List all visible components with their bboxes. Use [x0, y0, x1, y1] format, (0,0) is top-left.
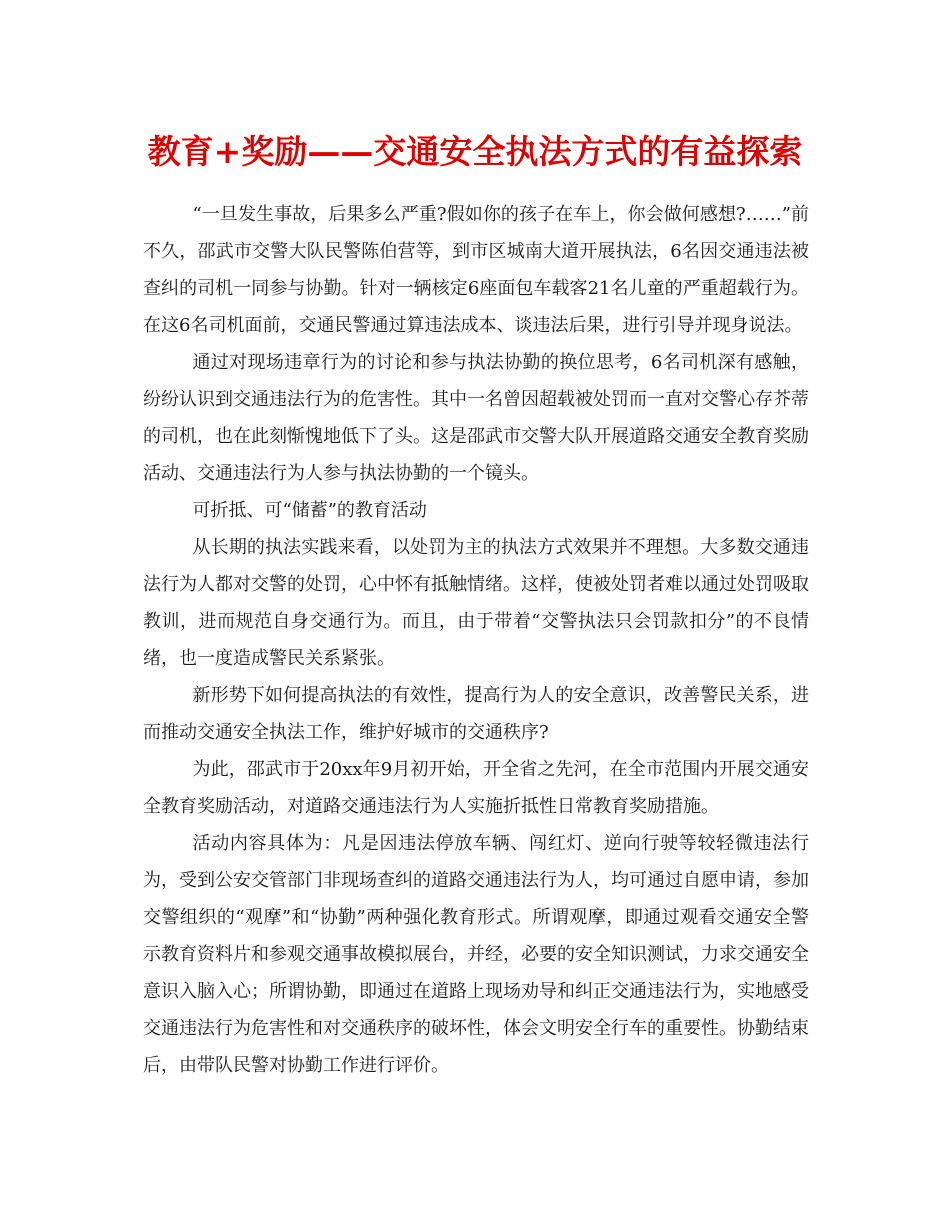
paragraph: 通过对现场违章行为的讨论和参与执法协勤的换位思考，6名司机深有感触，纷纷认识到交通违法行为的危害性。其中一名曾因超载被处罚而一直对交警心存芥蒂的司机，也在此刻惭愧地低下了头。这是邵武市交警大队开展道路交通安全教育奖励活动、交通违法行为人参与执法协勤的一个镜头。 [143, 352, 809, 484]
document-body [143, 196, 809, 1084]
paragraph: 从长期的执法实践来看，以处罚为主的执法方式效果并不理想。大多数交通违法行为人都对交警的处罚，心中怀有抵触情绪。这样，使被处罚者难以通过处罚吸取教训，进而规范自身交通行为。而且，由于带着“交警执法只会罚款扣分”的不良情绪，也一度造成警民关系紧张。 [143, 537, 809, 669]
paragraph: 新形势下如何提高执法的有效性，提高行为人的安全意识，改善警民关系，进而推动交通安全执法工作，维护好城市的交通秩序? [143, 685, 809, 743]
document-title: 教育+奖励——交通安全执法方式的有益探索 [147, 132, 803, 171]
paragraph: 为此，邵武市于20xx年9月初开始，开全省之先河，在全市范围内开展交通安全教育奖励活动，对道路交通违法行为人实施折抵性日常教育奖励措施。 [143, 759, 809, 817]
section-heading: 可折抵、可“储蓄”的教育活动 [192, 500, 427, 521]
paragraph: 活动内容具体为：凡是因违法停放车辆、闯红灯、逆向行驶等较轻微违法行为，受到公安交管部门非现场查纠的道路交通违法行为人，均可通过自愿申请，参加交警组织的“观摩”和“协勤”两种强化教育形式。所谓观摩，即通过观看交通安全警示教育资料片和参观交通事故模拟展台，并经，必要的安全知识测试，力求交通安全意识入脑入心；所谓协勤，即通过在道路上现场劝导和纠正交通违法行为，实地感受交通违法行为危害性和对交通秩序的破坏性，体会文明安全行车的重要性。协勤结束后，由带队民警对协勤工作进行评价。 [143, 833, 809, 1076]
paragraph: “一旦发生事故，后果多么严重?假如你的孩子在车上，你会做何感想?……”前不久，邵武市交警大队民警陈伯营等，到市区城南大道开展执法，6名因交通违法被查纠的司机一同参与协勤。针对一辆核定6座面包车载客21名儿童的严重超载行为。在这6名司机面前，交通民警通过算违法成本、谈违法后果，进行引导并现身说法。 [143, 204, 809, 336]
